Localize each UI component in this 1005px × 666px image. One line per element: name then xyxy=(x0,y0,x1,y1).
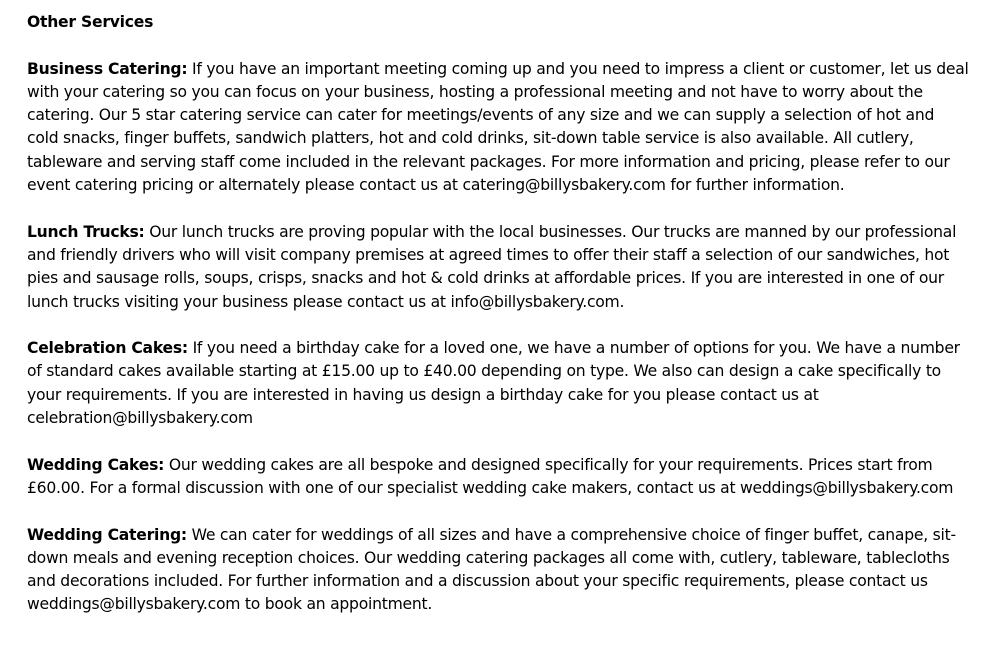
paragraph-line xyxy=(27,524,992,547)
paragraph-line: cold snacks, finger buffets, sandwich platters, hot and cold drinks, sit-down table service is also available. All cutlery, xyxy=(27,129,914,148)
paragraph-line xyxy=(27,454,992,477)
paragraph-text: If you have an important meeting coming up and you need to impress a client or customer, let us deal xyxy=(187,59,969,78)
paragraph-line: event catering pricing or alternately please contact us at catering@billysbakery.com for further information. xyxy=(27,176,845,195)
paragraph-text: Our wedding cakes are all bespoke and designed specifically for your requirements. Prices start from xyxy=(164,455,933,474)
paragraph-line: and friendly drivers who will visit company premises at agreed times to offer their staff a selection of our sandwiches, hot xyxy=(27,245,950,264)
paragraph-line: down meals and evening reception choices. Our wedding catering packages all come with, cutlery, tableware, tablecloths xyxy=(27,548,950,567)
paragraph-line: tableware and serving staff come included in the relevant packages. For more information and pricing, please refer to our xyxy=(27,152,950,171)
section-celebration-cakes xyxy=(27,337,992,430)
paragraph-line: lunch trucks visiting your business please contact us at info@billysbakery.com. xyxy=(27,292,625,311)
section-business-catering xyxy=(27,58,992,198)
section-heading: Lunch Trucks: xyxy=(27,222,145,241)
paragraph-line: with your catering so you can focus on your business, hosting a professional meeting and not have to worry about the xyxy=(27,82,923,101)
paragraph-line xyxy=(27,58,992,81)
paragraph-text: If you need a birthday cake for a loved one, we have a number of options for you. We have a number xyxy=(187,339,960,358)
paragraph-text: We can cater for weddings of all sizes and have a comprehensive choice of finger buffet, canape, sit- xyxy=(186,525,956,544)
paragraph-line xyxy=(27,337,992,360)
section-heading: Business Catering: xyxy=(27,59,188,78)
section-wedding-cakes xyxy=(27,454,992,501)
section-heading: Wedding Cakes: xyxy=(27,455,165,474)
paragraph-line: £60.00. For a formal discussion with one of our specialist wedding cake makers, contact us at weddings@billysbakery.com xyxy=(27,478,954,497)
section-lunch-trucks xyxy=(27,221,992,314)
paragraph-line: celebration@billysbakery.com xyxy=(27,409,253,428)
section-heading: Wedding Catering: xyxy=(27,525,187,544)
paragraph-line: catering. Our 5 star catering service can cater for meetings/events of any size and we can supply a selection of hot and xyxy=(27,106,935,125)
document xyxy=(27,11,992,617)
paragraph-line: pies and sausage rolls, soups, crisps, snacks and hot & cold drinks at affordable prices. If you are interested in one of our xyxy=(27,269,944,288)
paragraph-line: weddings@billysbakery.com to book an appointment. xyxy=(27,595,433,614)
section-wedding-catering xyxy=(27,524,992,617)
paragraph-text: Our lunch trucks are proving popular with the local businesses. Our trucks are manned by our professional xyxy=(144,222,957,241)
paragraph-line: your requirements. If you are interested in having us design a birthday cake for you please contact us at xyxy=(27,385,819,404)
paragraph-line xyxy=(27,221,992,244)
paragraph-line: and decorations included. For further information and a discussion about your specific requirements, please contact us xyxy=(27,572,928,591)
paragraph-line: of standard cakes available starting at £15.00 up to £40.00 depending on type. We also can design a cake specifically to xyxy=(27,362,941,381)
page-title: Other Services xyxy=(27,13,154,31)
section-heading: Celebration Cakes: xyxy=(27,339,188,358)
